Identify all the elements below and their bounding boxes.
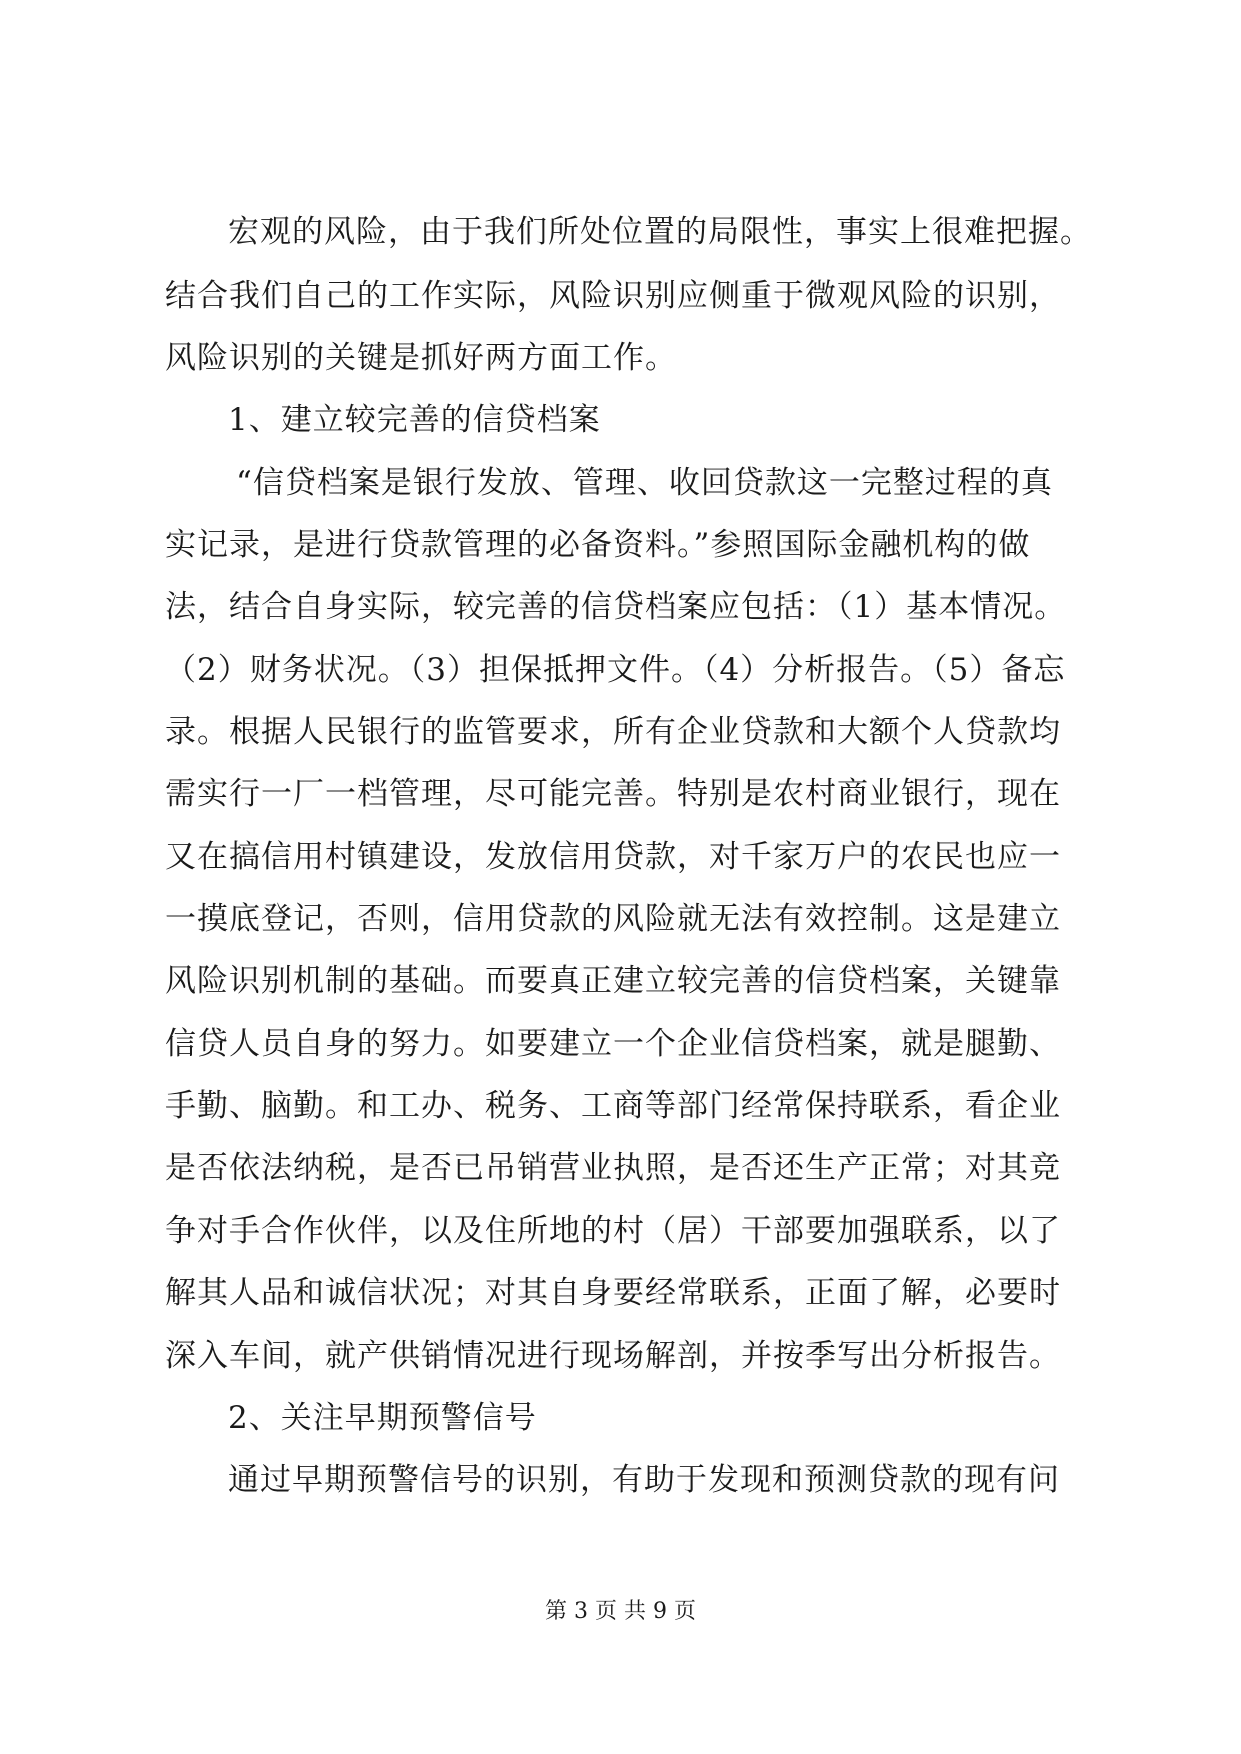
section-heading: 2、关注早期预警信号 xyxy=(228,1400,537,1436)
paragraph-line: 录。根据人民银行的监管要求，所有企业贷款和大额个人贷款均 xyxy=(165,714,1061,750)
paragraph-line: （2）财务状况。（3）担保抵押文件。（4）分析报告。（5）备忘 xyxy=(165,652,1066,688)
paragraph-line: 一摸底登记，否则，信用贷款的风险就无法有效控制。这是建立 xyxy=(165,901,1061,937)
paragraph-line: 风险识别的关键是抓好两方面工作。 xyxy=(165,340,677,376)
paragraph-line: 法，结合自身实际，较完善的信贷档案应包括：（1）基本情况。 xyxy=(165,589,1067,625)
page-footer: 第 3 页 共 9 页 xyxy=(545,1599,696,1624)
paragraph-line: 通过早期预警信号的识别，有助于发现和预测贷款的现有问 xyxy=(228,1462,1060,1498)
paragraph-line: 宏观的风险，由于我们所处位置的局限性，事实上很难把握。 xyxy=(228,214,1092,250)
paragraph-line: 结合我们自己的工作实际，风险识别应侧重于微观风险的识别， xyxy=(165,278,1061,314)
paragraph-line: 争对手合作伙伴，以及住所地的村（居）干部要加强联系，以了 xyxy=(165,1213,1061,1249)
section-heading: 1、建立较完善的信贷档案 xyxy=(228,402,601,438)
paragraph-line: 是否依法纳税，是否已吊销营业执照，是否还生产正常；对其竞 xyxy=(165,1150,1061,1186)
paragraph-line: 手勤、脑勤。和工办、税务、工商等部门经常保持联系，看企业 xyxy=(165,1088,1061,1124)
paragraph-line: 解其人品和诚信状况；对其自身要经常联系，正面了解，必要时 xyxy=(165,1275,1061,1311)
paragraph-line: 实记录，是进行贷款管理的必备资料。”参照国际金融机构的做 xyxy=(165,527,1031,563)
paragraph-line: 需实行一厂一档管理，尽可能完善。特别是农村商业银行，现在 xyxy=(165,776,1061,812)
paragraph-line: 风险识别机制的基础。而要真正建立较完善的信贷档案，关键靠 xyxy=(165,963,1061,999)
paragraph-line: 信贷人员自身的努力。如要建立一个企业信贷档案，就是腿勤、 xyxy=(165,1026,1061,1062)
paragraph-line: “信贷档案是银行发放、管理、收回贷款这一完整过程的真 xyxy=(236,465,1053,501)
paragraph-line: 深入车间，就产供销情况进行现场解剖，并按季写出分析报告。 xyxy=(165,1338,1061,1374)
paragraph-line: 又在搞信用村镇建设，发放信用贷款，对千家万户的农民也应一 xyxy=(165,839,1061,875)
